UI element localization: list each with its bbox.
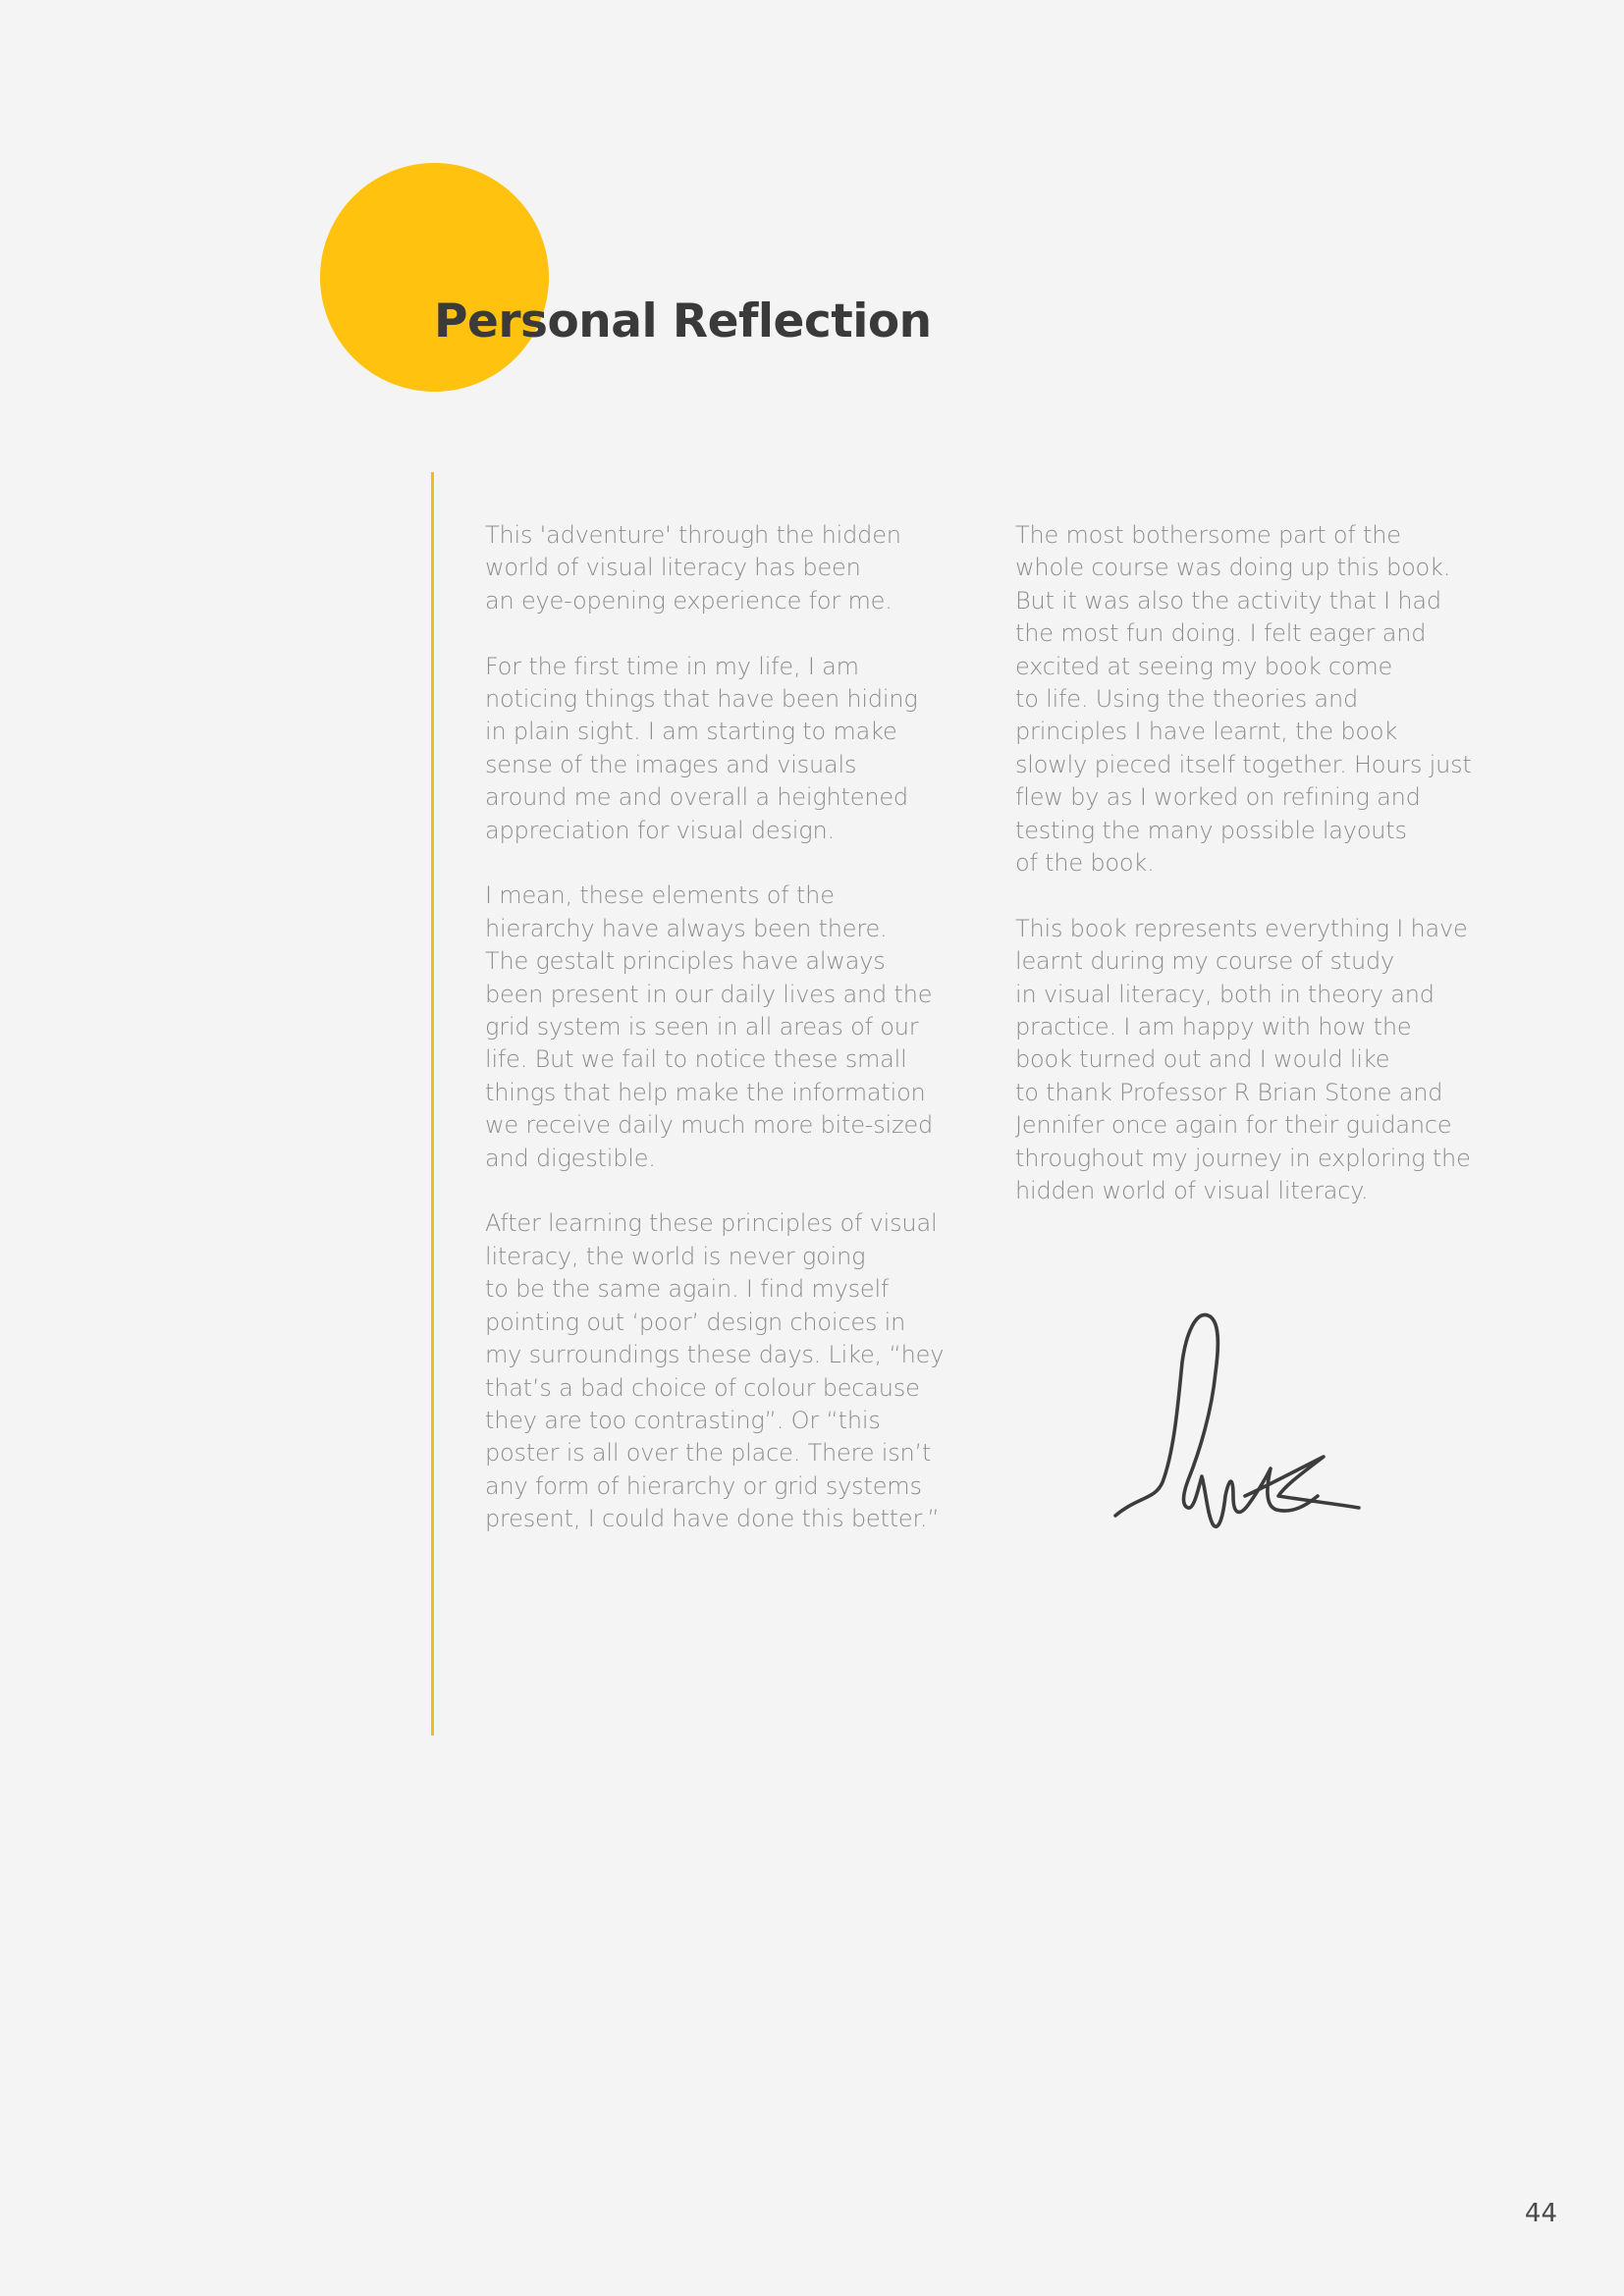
accent-circle bbox=[320, 163, 549, 392]
page-title: Personal Reflection bbox=[434, 294, 932, 348]
paragraph: This 'adventure' through the hidden world of visual literacy has been an eye-opening experience for me. bbox=[485, 521, 901, 614]
signature-icon bbox=[1110, 1304, 1365, 1539]
paragraph: After learning these principles of visual literacy, the world is never going to be the same again. I find myself pointing out ‘poor’ design choices in my surroundings these days. Like, “hey that’s a bad choice of colour because they are too contrasting”. Or “this poster is all over the place. There isn’t any form of hierarchy or grid systems present, I could have done this better.” bbox=[485, 1209, 945, 1533]
page-number: 44 bbox=[1524, 2199, 1557, 2228]
paragraph: This book represents everything I have learnt during my course of study in visual literacy, both in theory and practice. I am happy with how the book turned out and I would like to thank Professor R Brian Stone and Jennifer once again for their guidance throughout my journey in exploring the hidden world of visual literacy. bbox=[1015, 914, 1471, 1205]
paragraph: The most bothersome part of the whole course was doing up this book. But it was also the activity that I had the most fun doing. I felt eager and excited at seeing my book come to life. Using the theories and principles I have learnt, the book slowly pieced itself together. Hours just flew by as I worked on refining and testing the many possible layouts of the book. bbox=[1015, 521, 1472, 878]
vertical-rule bbox=[431, 472, 434, 1735]
left-column bbox=[485, 519, 947, 1569]
paragraph: For the first time in my life, I am noticing things that have been hiding in plain sight. I am starting to make sense of the images and visuals around me and overall a heightened appreciation for visual design. bbox=[485, 652, 918, 844]
right-column bbox=[1015, 519, 1487, 1241]
paragraph: I mean, these elements of the hierarchy have always been there. The gestalt principles have always been present in our daily lives and the grid system is seen in all areas of our life. But we fail to notice these small things that help make the information we receive daily much more bite-sized and digestible. bbox=[485, 881, 933, 1172]
